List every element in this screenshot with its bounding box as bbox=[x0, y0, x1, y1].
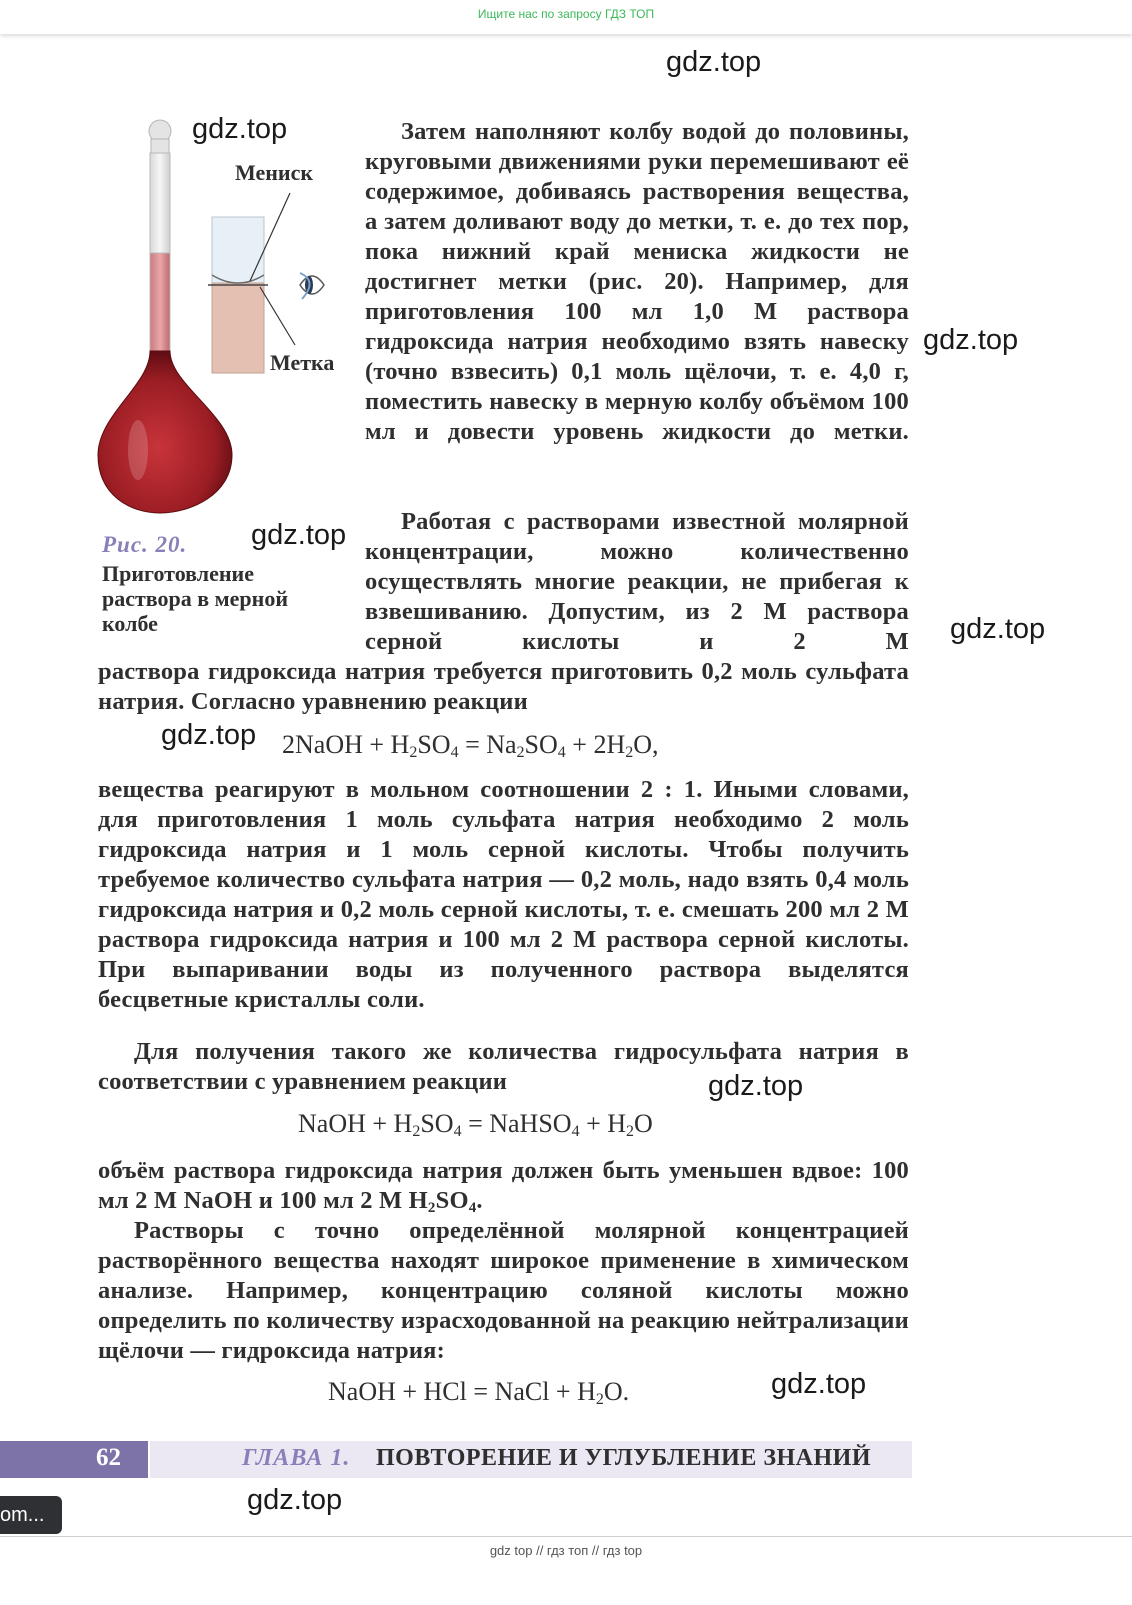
bottom-divider bbox=[0, 1536, 1132, 1537]
watermark: gdz.top bbox=[251, 519, 347, 551]
page-number-block bbox=[0, 1441, 148, 1478]
paragraph-4: Для получения такого же количества гидросульфата натрия в соответствии с уравнением реакции bbox=[98, 1038, 909, 1095]
figure-label-meniscus: Мениск bbox=[235, 160, 314, 185]
page-number: 62 bbox=[96, 1444, 121, 1471]
formula-sulfate: 2NaOH + $H_2SO_4 = Na_2SO_4 + 2H_2O$, bbox=[282, 730, 659, 761]
watermark: gdz.top bbox=[771, 1368, 867, 1400]
top-banner bbox=[0, 0, 1132, 34]
watermark: gdz.top bbox=[247, 1484, 343, 1516]
watermark: gdz.top bbox=[192, 113, 288, 145]
figure-caption-number: Рис. 20. bbox=[102, 532, 188, 557]
watermark: gdz.top bbox=[161, 719, 257, 751]
overlay-pill-button[interactable] bbox=[0, 1496, 62, 1534]
formula-hydrosulfate: NaOH + $H_2SO_4$ = NaHSO$_4$ + $H_2O$ bbox=[298, 1109, 653, 1140]
figure-label-mark: Метка bbox=[270, 350, 335, 375]
top-banner-text: Ищите нас по запросу ГДЗ ТОП bbox=[477, 7, 655, 21]
chapter-title: ПОВТОРЕНИЕ И УГЛУБЛЕНИЕ ЗНАНИЙ bbox=[376, 1445, 871, 1471]
paragraph-6: Растворы с точно определённой молярной концентрацией растворённого вещества находят широкое применение в химическом анализе. Например, концентрацию соляной кислоты можно определить по количеству израсходованной на реакцию нейтрализации щёлочи — гидроксида натрия: bbox=[98, 1217, 909, 1364]
watermark: gdz.top bbox=[923, 324, 1019, 356]
bottom-links[interactable]: gdz top // гдз топ // гдз top bbox=[489, 1543, 643, 1558]
overlay-pill-text: om... bbox=[0, 1504, 45, 1526]
chapter-label: ГЛАВА 1. bbox=[242, 1445, 351, 1471]
watermark: gdz.top bbox=[950, 613, 1046, 645]
watermark: gdz.top bbox=[666, 46, 762, 78]
paragraph-5: объём раствора гидроксида натрия должен быть уменьшен вдвое: 100 мл 2 М NaOH и 100 мл 2 М $H_2SO_4$. bbox=[98, 1157, 909, 1216]
paragraph-3: вещества реагируют в мольном соотношении 2 : 1. Иными словами, для приготовления 1 моль сульфата натрия необходимо 2 моль гидроксида натрия и 1 моль серной кислоты. Чтобы получить требуемое количество сульфата натрия — 0,2 моль, надо взять 0,4 моль гидроксида натрия и 0,2 моль серной кислоты, т. е. смешать 200 мл 2 М раствора гидроксида натрия и 100 мл 2 М раствора серной кислоты. При выпаривании воды из полученного раствора выделятся бесцветные кристаллы соли. bbox=[98, 776, 909, 1013]
paragraph-1: Затем наполняют колбу водой до половины, круговыми движениями руки перемешивают её содержимое, добиваясь растворения вещества, а затем доливают воду до метки, т. е. до тех пор, пока нижний край мениска жидкости не достигнет метки (рис. 20). Например, для приготовления 100 мл 1,0 М раствора гидроксида натрия необходимо взять навеску (точно взвесить) 0,1 моль щёлочи, т. е. 4,0 г, поместить навеску в мерную колбу объёмом 100 мл и довести уровень жидкости до метки. bbox=[365, 118, 909, 445]
figure-caption-text: Приготовление раствора в мерной колбе bbox=[102, 561, 288, 636]
watermark: gdz.top bbox=[708, 1070, 804, 1102]
eye-icon bbox=[300, 273, 324, 299]
chapter-footer bbox=[150, 1441, 912, 1478]
paragraph-2b: раствора гидроксида натрия требуется приготовить 0,2 моль сульфата натрия. Согласно уравнению реакции bbox=[98, 658, 909, 715]
paragraph-2a: Работая с растворами известной молярной концентрации, можно количественно осуществлять многие реакции, не прибегая к взвешиванию. Допустим, из 2 М раствора серной кислоты и 2 М bbox=[365, 508, 909, 655]
formula-neutralization: NaOH + HCl = NaCl + $H_2O$. bbox=[328, 1377, 630, 1408]
